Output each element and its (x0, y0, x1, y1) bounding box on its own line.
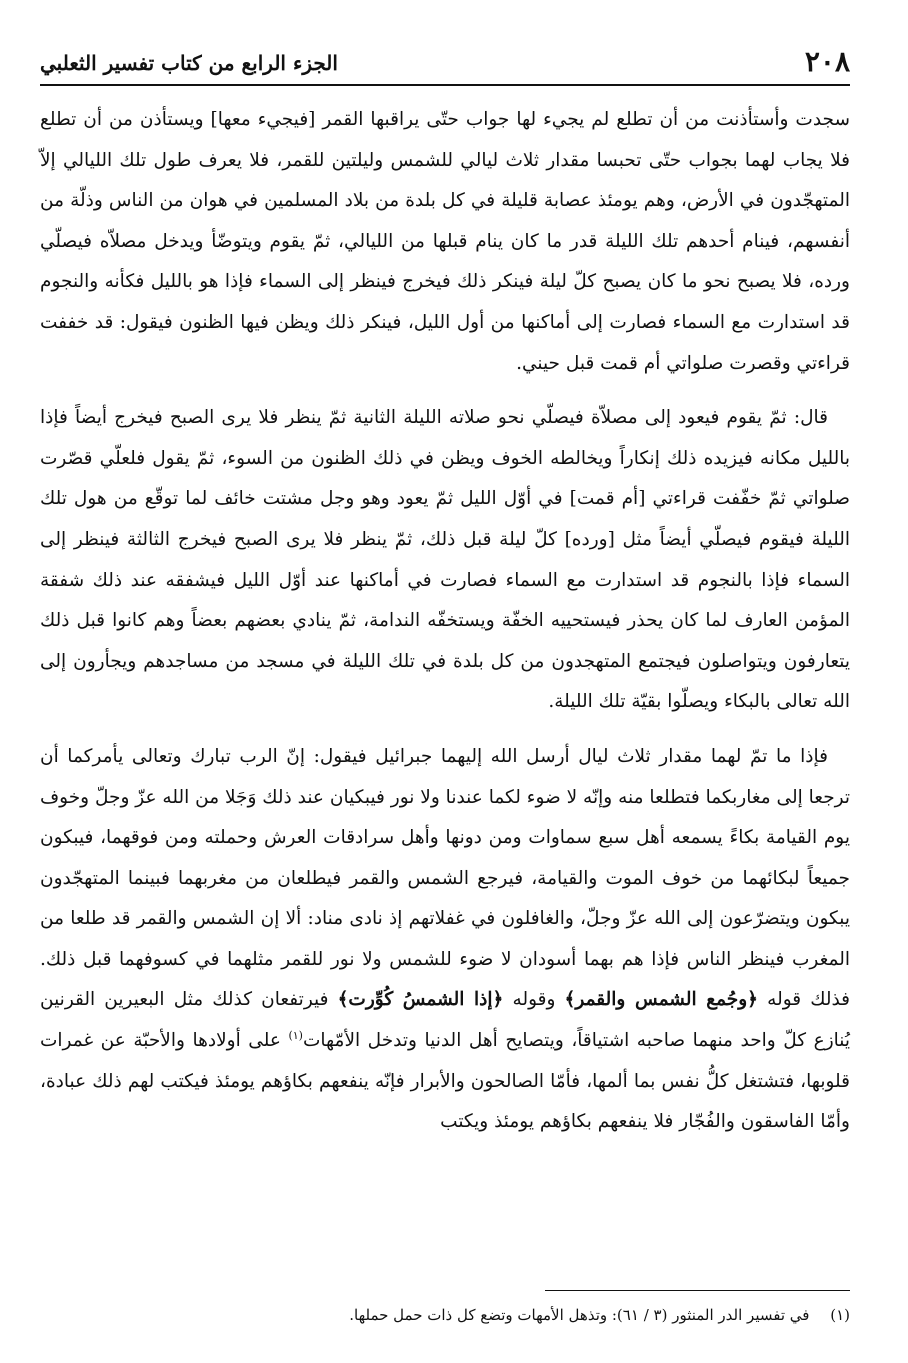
page-number: ٢٠٨ (804, 45, 850, 78)
footnote-text: في تفسير الدر المنثور (٣ / ٦١): وتذهل الأمهات وتضع كل ذات حمل حملها. (349, 1306, 810, 1324)
header-rule (40, 84, 850, 86)
paragraph-3 (40, 737, 850, 1143)
page-header (40, 44, 850, 84)
footnote (40, 1300, 850, 1330)
paragraph-3-text-b: وقوله (512, 989, 556, 1011)
paragraph-2: قال: ثمّ يقوم فيعود إلى مصلاّة فيصلّي نحو صلاته الليلة الثانية ثمّ ينظر فلا يرى الصبح فيخرج أيضاً فإذا بالليل مكانه فيزيده ذلك إنكاراً ويخالطه الخوف ويظن في ذلك الظنون من السوء، ثمّ يقول فلعلّي قصّرت صلواتي ثمّ خفّفت قراءتي [أم قمت] في أوّل الليل ثمّ يعود وهو وجل مشتت خائف لما توقّع من هول تلك الليلة فيقوم فيصلّي أيضاً مثل [ورده] كلّ ليلة قبل ذلك، ثمّ ينظر فلا يرى الصبح فيخرج الثالثة فينظر إلى السماء فإذا بالنجوم قد استدارت مع السماء فصارت في أماكنها عند أوّل الليل فيشفقه عند ذلك شفقة المؤمن العارف لما كان يحذر فيستحييه الخفّة ويستخفّه الندامة، ثمّ ينادي بعضهم بعضاً وهم كانوا قبل ذلك يتعارفون ويتواصلون فيجتمع المتهجدون من كل بلدة في تلك الليلة في مسجد من مساجدهم ويجأرون إلى الله تعالى بالبكاء ويصلّوا بقيّة تلك الليلة. (40, 407, 850, 713)
quran-quote-2: ﴿إذا الشمسُ كُوِّرت﴾ (337, 989, 504, 1011)
paragraph-3-text-c: فيرتفعان كذلك مثل البعيرين القرنين يُنازع كلّ واحد منهما صاحبه اشتياقاً، ويتصايح أهل الدنيا وتدخل الأمّهات (40, 989, 850, 1052)
paragraph-3-text-a: فإذا ما تمّ لهما مقدار ثلاث ليال أرسل الله إليهما جبرائيل فيقول: إنّ الرب تبارك وتعالى يأمركما أن ترجعا إلى مغاربكما فتطلعا منه وإنّه لا ضوء لكما عندنا ولا نور فيبكيان عند ذلك وَجَلا من الله عزّ وجلّ وخوف يوم القيامة بكاءً يسمعه أهل سبع سماوات ومن دونها وأهل سرادقات العرش وحملته ومن فوقهما، فيبكون جميعاً لبكائهما من خوف الموت والقيامة، فيرجع الشمس والقمر فيطلعان من مغربهما فبينما المتهجّدون يبكون ويتضرّعون إلى الله عزّ وجلّ، والغافلون في غفلاتهم إذ نادى مناد: ألا إن الشمس والقمر قد طلعا من المغرب فينظر الناس فإذا هم بهما أسودان لا ضوء للشمس ولا نور للقمر مثلهما في كسوفهما قبل ذلك. فذلك قوله (40, 745, 851, 1011)
footnote-rule (545, 1290, 850, 1291)
footnote-reference: (١) (288, 1028, 303, 1042)
quran-quote-1: ﴿وجُمع الشمس والقمر﴾ (564, 989, 759, 1011)
running-title: الجزء الرابع من كتاب تفسير الثعلبي (40, 51, 338, 75)
paragraph-1: سجدت وأستأذنت من أن تطلع لم يجيء لها جواب حتّى يراقبها القمر [فيجيء معها] ويستأذن من أن تطلع فلا يجاب لهما بجواب حتّى تحبسا مقدار ثلاث ليالي للشمس وليلتين للقمر، فلا يعرف طول تلك الليالي إلاّ المتهجّدون في الأرض، وهم يومئذ عصابة قليلة في كل بلدة من بلاد المسلمين في هوان من الناس وذلّة من أنفسهم، فينام أحدهم تلك الليلة قدر ما كان ينام قبلها من الليالي، ثمّ يقوم ويتوضّأ ويدخل مصلاّه فيصلّي ورده، فلا يصبح نحو ما كان يصبح كلّ ليلة فينكر ذلك فيخرج فينظر إلى السماء فإذا هو بالليل فكأنه والنجوم قد استدارت مع السماء فصارت إلى أماكنها من أول الليل، فينكر ذلك ويظن فيها الظنون فيقول: قد خففت قراءتي وقصرت صلواتي أم قمت قبل حيني. (40, 109, 850, 374)
paragraph-3-text-d: على أولادها والأحبّة عن غمرات قلوبها، فتشتغل كلُّ نفس بما ألمها، فأمّا الصالحون والأبرار فإنّه ينفعهم بكاؤهم يومئذ فيكتب لهم ذلك عبادة، وأمّا الفاسقون والفُجّار فلا ينفعهم بكاؤهم يومئذ ويكتب (40, 1030, 850, 1133)
footnote-number: (١) (830, 1306, 850, 1324)
main-text (40, 100, 850, 1143)
